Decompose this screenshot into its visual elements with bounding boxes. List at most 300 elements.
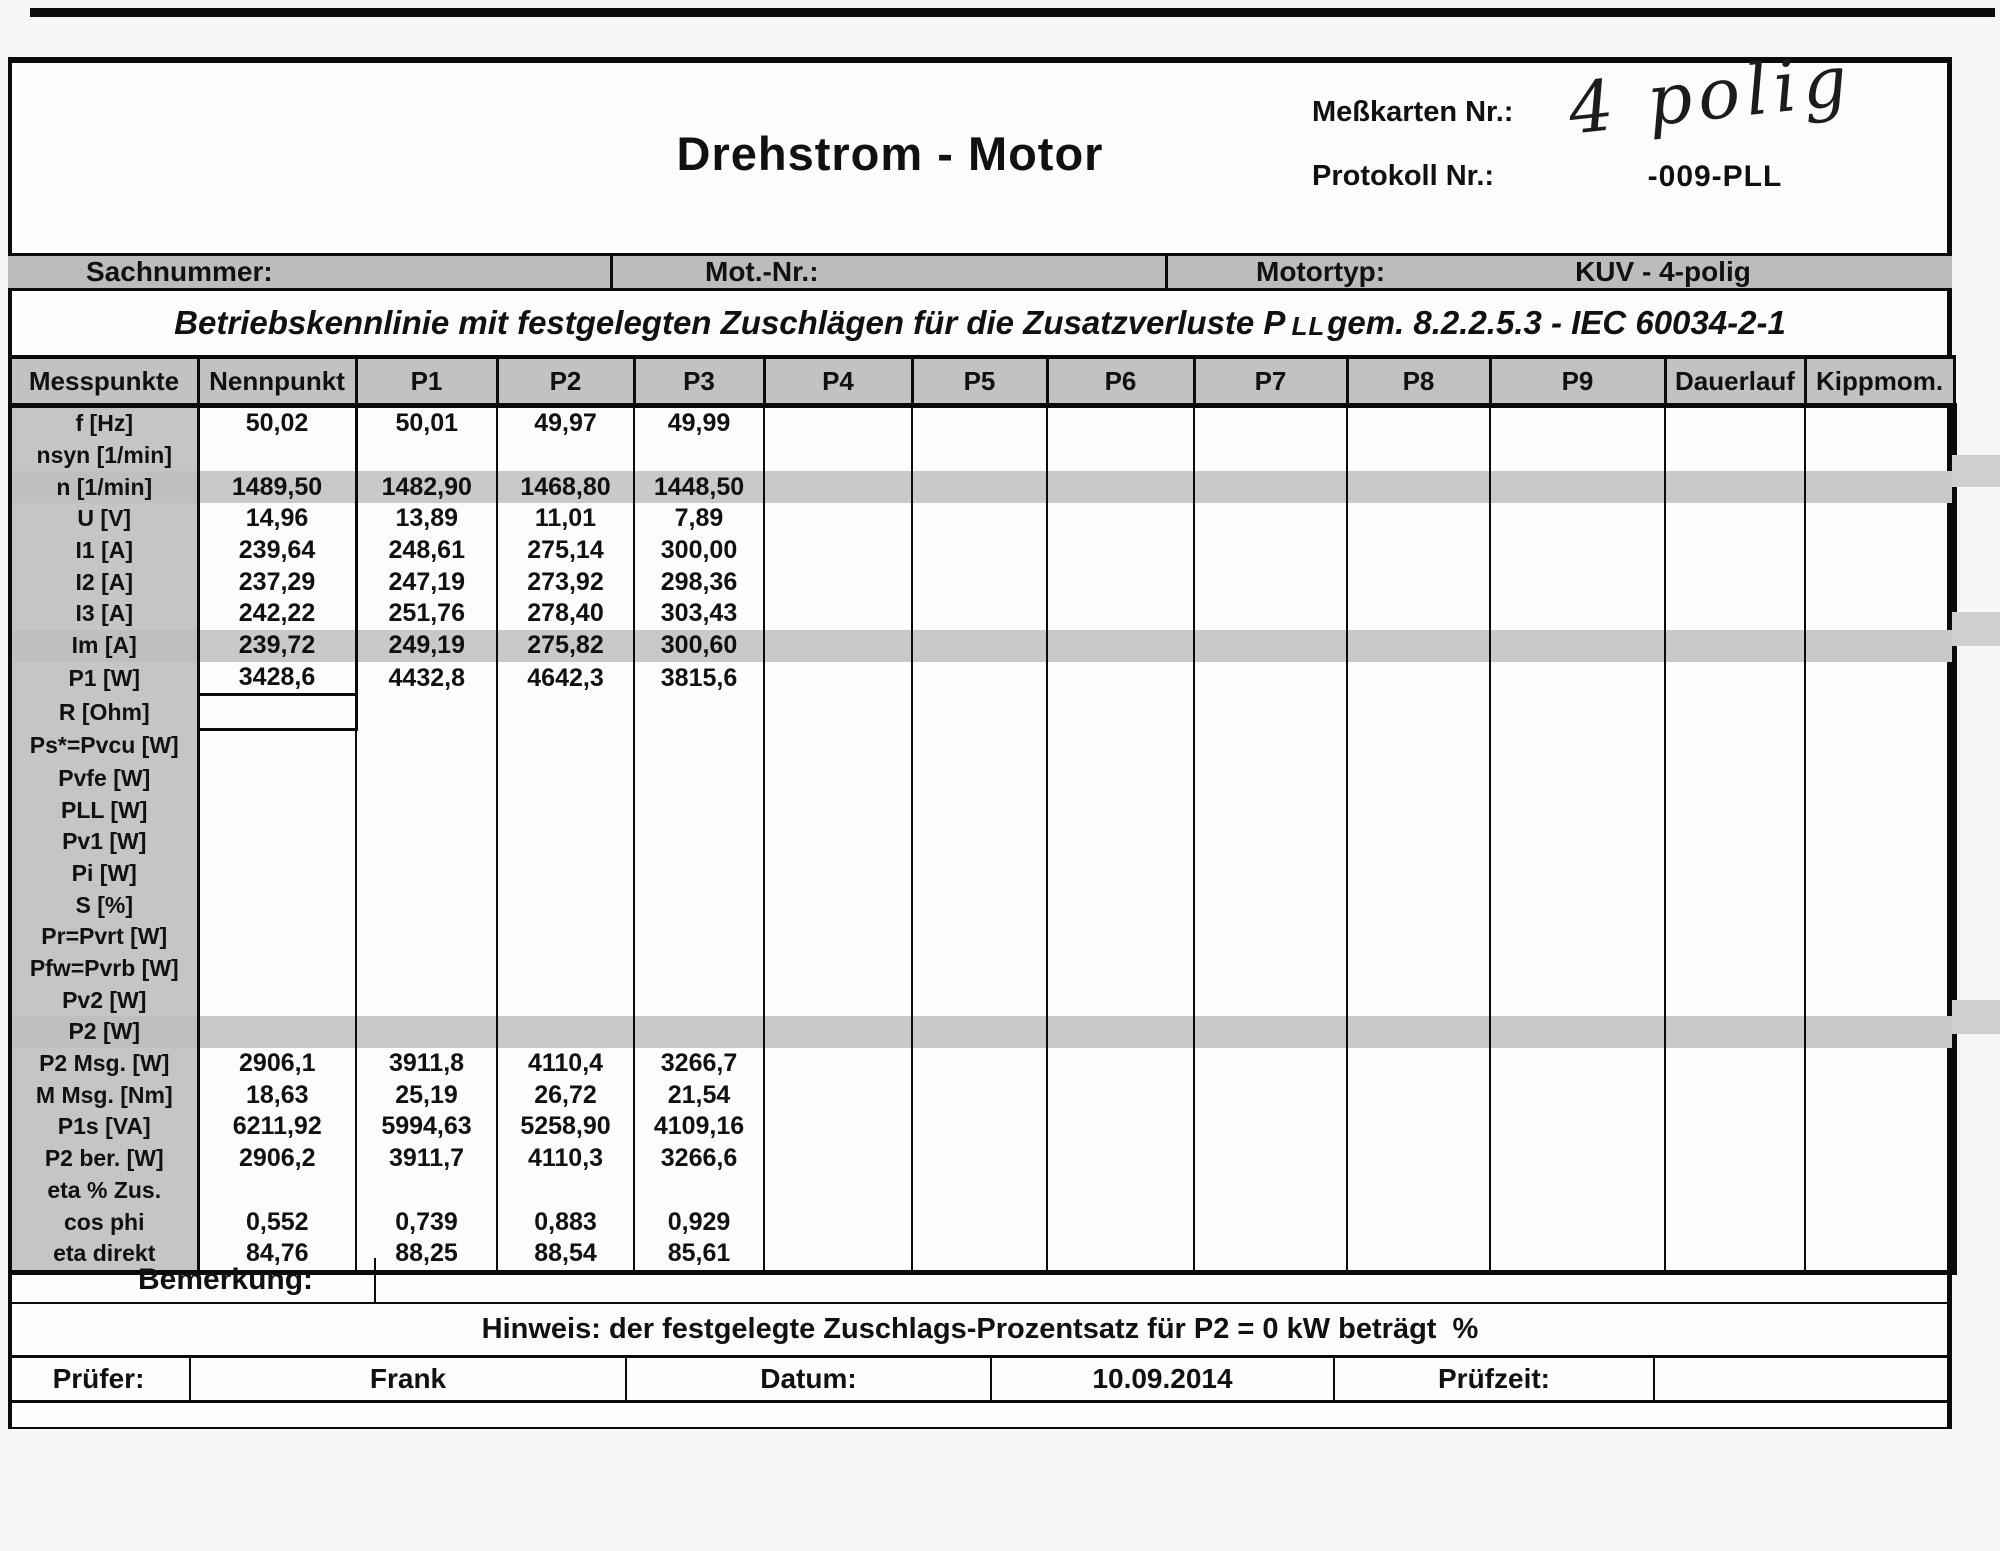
cell-value bbox=[1047, 984, 1194, 1016]
pruefzeit-value bbox=[1653, 1358, 1952, 1400]
column-header: Nennpunkt bbox=[198, 357, 356, 406]
table-row bbox=[10, 662, 1954, 695]
cell-value bbox=[1490, 889, 1665, 921]
cell-value bbox=[1047, 953, 1194, 985]
cell-value bbox=[634, 1175, 764, 1207]
cell-value: 298,36 bbox=[634, 566, 764, 598]
column-header: P3 bbox=[634, 357, 764, 406]
cell-value bbox=[1490, 1079, 1665, 1111]
cell-value bbox=[1490, 794, 1665, 826]
cell-value bbox=[1490, 503, 1665, 535]
cell-value bbox=[1194, 984, 1347, 1016]
cell-value bbox=[1194, 471, 1347, 503]
cell-value: 273,92 bbox=[497, 566, 634, 598]
cell-value bbox=[1665, 1048, 1805, 1080]
cell-value bbox=[1490, 1175, 1665, 1207]
table-row bbox=[10, 921, 1954, 953]
cell-value bbox=[1665, 794, 1805, 826]
row-label: R [Ohm] bbox=[10, 695, 198, 730]
cell-value bbox=[1194, 921, 1347, 953]
cell-value bbox=[1347, 662, 1490, 695]
row-label: nsyn [1/min] bbox=[10, 440, 198, 472]
cell-value: 242,22 bbox=[198, 598, 356, 630]
row-label: Ps*=Pvcu [W] bbox=[10, 729, 198, 762]
cell-value bbox=[1347, 858, 1490, 890]
cell-value bbox=[912, 953, 1047, 985]
cell-value bbox=[634, 953, 764, 985]
cell-value bbox=[1490, 984, 1665, 1016]
cell-value bbox=[1194, 953, 1347, 985]
cell-value bbox=[1490, 440, 1665, 472]
cell-value bbox=[1490, 1206, 1665, 1238]
cell-value bbox=[764, 471, 912, 503]
cell-value bbox=[1347, 1016, 1490, 1048]
table-row bbox=[10, 598, 1954, 630]
cell-value bbox=[1347, 921, 1490, 953]
cell-value: 249,19 bbox=[356, 630, 497, 662]
row-label: U [V] bbox=[10, 503, 198, 535]
cell-value bbox=[912, 566, 1047, 598]
cell-value bbox=[1047, 471, 1194, 503]
cell-value bbox=[1490, 630, 1665, 662]
cell-value bbox=[1490, 763, 1665, 795]
cell-value bbox=[764, 984, 912, 1016]
cell-value bbox=[497, 858, 634, 890]
cell-value bbox=[497, 953, 634, 985]
column-header: P9 bbox=[1490, 357, 1665, 406]
cell-value bbox=[1047, 889, 1194, 921]
cell-value bbox=[912, 406, 1047, 440]
motortyp-value: KUV - 4-polig bbox=[1575, 256, 1751, 287]
cell-value bbox=[1347, 889, 1490, 921]
cell-value: 303,43 bbox=[634, 598, 764, 630]
cell-value bbox=[1665, 1175, 1805, 1207]
cell-value bbox=[1047, 440, 1194, 472]
bemerkung-cell bbox=[8, 1258, 376, 1302]
column-header: P6 bbox=[1047, 357, 1194, 406]
table-row bbox=[10, 763, 1954, 795]
cell-value: 21,54 bbox=[634, 1079, 764, 1111]
cell-value bbox=[356, 1175, 497, 1207]
row-label: Im [A] bbox=[10, 630, 198, 662]
row-label: I2 [A] bbox=[10, 566, 198, 598]
cell-value bbox=[912, 1111, 1047, 1143]
cell-value bbox=[1490, 598, 1665, 630]
cell-value: 247,19 bbox=[356, 566, 497, 598]
cell-value bbox=[764, 953, 912, 985]
cell-value bbox=[1665, 826, 1805, 858]
cell-value bbox=[1665, 566, 1805, 598]
cell-value bbox=[1665, 471, 1805, 503]
cell-value bbox=[1347, 729, 1490, 762]
cell-value bbox=[198, 440, 356, 472]
cell-value bbox=[634, 889, 764, 921]
cell-value bbox=[1665, 729, 1805, 762]
subtitle-sub: LL bbox=[1291, 310, 1326, 341]
cell-value bbox=[1490, 1016, 1665, 1048]
cell-value bbox=[1347, 794, 1490, 826]
pruefer-value: Frank bbox=[189, 1358, 625, 1400]
row-label: PLL [W] bbox=[10, 794, 198, 826]
cell-value: 3911,7 bbox=[356, 1143, 497, 1175]
cell-value bbox=[1347, 471, 1490, 503]
messkarten-label: Meßkarten Nr.: bbox=[1312, 96, 1514, 128]
cell-value: 5994,63 bbox=[356, 1111, 497, 1143]
cell-value bbox=[1047, 1175, 1194, 1207]
cell-value bbox=[912, 503, 1047, 535]
cell-value: 2906,1 bbox=[198, 1048, 356, 1080]
cell-value bbox=[497, 984, 634, 1016]
cell-value bbox=[356, 953, 497, 985]
cell-value bbox=[1490, 662, 1665, 695]
cell-value bbox=[764, 729, 912, 762]
table-row bbox=[10, 1016, 1954, 1048]
row-label: I3 [A] bbox=[10, 598, 198, 630]
table-row bbox=[10, 953, 1954, 985]
cell-value bbox=[1665, 763, 1805, 795]
cell-value bbox=[1805, 889, 1954, 921]
cell-value bbox=[497, 763, 634, 795]
cell-value bbox=[912, 1206, 1047, 1238]
cell-value bbox=[1047, 535, 1194, 567]
cell-value bbox=[1665, 1079, 1805, 1111]
cell-value bbox=[1665, 953, 1805, 985]
cell-value: 0,739 bbox=[356, 1206, 497, 1238]
cell-value bbox=[634, 858, 764, 890]
cell-value bbox=[1047, 695, 1194, 730]
table-row bbox=[10, 826, 1954, 858]
cell-value bbox=[1194, 440, 1347, 472]
cell-value bbox=[1047, 406, 1194, 440]
cell-value bbox=[1047, 1079, 1194, 1111]
cell-value bbox=[1805, 826, 1954, 858]
cell-value bbox=[1194, 1111, 1347, 1143]
cell-value bbox=[1347, 1048, 1490, 1080]
table-row bbox=[10, 566, 1954, 598]
cell-value bbox=[634, 826, 764, 858]
cell-value bbox=[764, 598, 912, 630]
cell-value bbox=[497, 440, 634, 472]
cell-value bbox=[1047, 921, 1194, 953]
cell-value: 0,883 bbox=[497, 1206, 634, 1238]
cell-value bbox=[1490, 953, 1665, 985]
cell-value bbox=[1805, 535, 1954, 567]
cell-value: 13,89 bbox=[356, 503, 497, 535]
cell-value bbox=[1665, 921, 1805, 953]
cell-value: 25,19 bbox=[356, 1079, 497, 1111]
cell-value bbox=[1047, 729, 1194, 762]
cell-value bbox=[198, 1175, 356, 1207]
cell-value bbox=[1347, 503, 1490, 535]
row-label: Pv1 [W] bbox=[10, 826, 198, 858]
hinweis-row bbox=[8, 1304, 1952, 1358]
cell-value: 4110,3 bbox=[497, 1143, 634, 1175]
column-header: P5 bbox=[912, 357, 1047, 406]
cell-value bbox=[198, 794, 356, 826]
cell-value bbox=[1194, 1206, 1347, 1238]
cell-value: 3266,7 bbox=[634, 1048, 764, 1080]
cell-value bbox=[356, 826, 497, 858]
cell-value bbox=[634, 1016, 764, 1048]
cell-value bbox=[1805, 662, 1954, 695]
cell-value bbox=[198, 826, 356, 858]
cell-value: 7,89 bbox=[634, 503, 764, 535]
subtitle bbox=[8, 293, 1952, 353]
cell-value: 275,14 bbox=[497, 535, 634, 567]
column-header: P7 bbox=[1194, 357, 1347, 406]
table-row bbox=[10, 1079, 1954, 1111]
cell-value bbox=[764, 440, 912, 472]
cell-value bbox=[912, 1143, 1047, 1175]
cell-value bbox=[1347, 953, 1490, 985]
cell-value bbox=[1047, 826, 1194, 858]
cell-value bbox=[1194, 889, 1347, 921]
cell-value bbox=[634, 763, 764, 795]
cell-value bbox=[198, 984, 356, 1016]
cell-value: 49,97 bbox=[497, 406, 634, 440]
cell-value bbox=[912, 630, 1047, 662]
cell-value bbox=[1805, 1206, 1954, 1238]
cell-value: 239,72 bbox=[198, 630, 356, 662]
table-row bbox=[10, 406, 1954, 440]
cell-value bbox=[1194, 826, 1347, 858]
cell-value bbox=[1347, 763, 1490, 795]
row-label: Pvfe [W] bbox=[10, 763, 198, 795]
cell-value bbox=[198, 1016, 356, 1048]
row-label: M Msg. [Nm] bbox=[10, 1079, 198, 1111]
cell-value bbox=[1805, 763, 1954, 795]
cell-value bbox=[1347, 1111, 1490, 1143]
cell-value bbox=[1194, 503, 1347, 535]
cell-value bbox=[634, 695, 764, 730]
cell-value bbox=[912, 1079, 1047, 1111]
cell-value: 85,61 bbox=[634, 1238, 764, 1272]
cell-value bbox=[497, 889, 634, 921]
cell-value bbox=[198, 953, 356, 985]
cell-value bbox=[1194, 794, 1347, 826]
cell-value bbox=[1805, 630, 1954, 662]
cell-value bbox=[198, 729, 356, 762]
cell-value bbox=[1194, 630, 1347, 662]
cell-value bbox=[497, 794, 634, 826]
cell-value bbox=[1347, 598, 1490, 630]
cell-value bbox=[497, 729, 634, 762]
cell-value bbox=[1047, 598, 1194, 630]
cell-value bbox=[356, 889, 497, 921]
row-label: I1 [A] bbox=[10, 535, 198, 567]
cell-value bbox=[634, 984, 764, 1016]
protokoll-label: Protokoll Nr.: bbox=[1312, 160, 1495, 192]
cell-value bbox=[1665, 598, 1805, 630]
table-row bbox=[10, 1206, 1954, 1238]
cell-value bbox=[1665, 503, 1805, 535]
row-label: P1s [VA] bbox=[10, 1111, 198, 1143]
cell-value bbox=[1347, 695, 1490, 730]
cell-value: 1468,80 bbox=[497, 471, 634, 503]
cell-value bbox=[912, 535, 1047, 567]
cell-value bbox=[634, 729, 764, 762]
cell-value: 4642,3 bbox=[497, 662, 634, 695]
cell-value bbox=[1194, 598, 1347, 630]
cell-value bbox=[497, 1175, 634, 1207]
cell-value bbox=[1194, 1048, 1347, 1080]
cell-value bbox=[1490, 471, 1665, 503]
pruefer-label: Prüfer: bbox=[52, 1363, 145, 1394]
scan-band-overflow bbox=[1952, 1000, 2000, 1034]
cell-value bbox=[912, 662, 1047, 695]
scan-band-overflow bbox=[1952, 455, 2000, 487]
cell-value bbox=[198, 763, 356, 795]
cell-value bbox=[356, 695, 497, 730]
cell-value bbox=[764, 794, 912, 826]
cell-value bbox=[1805, 566, 1954, 598]
cell-value bbox=[1665, 858, 1805, 890]
cell-value bbox=[1665, 889, 1805, 921]
cell-value bbox=[198, 921, 356, 953]
cell-value: 1482,90 bbox=[356, 471, 497, 503]
cell-value bbox=[764, 1175, 912, 1207]
cell-value: 88,25 bbox=[356, 1238, 497, 1272]
cell-value bbox=[1194, 535, 1347, 567]
cell-value bbox=[1805, 1016, 1954, 1048]
cell-value bbox=[1805, 1079, 1954, 1111]
cell-value bbox=[634, 440, 764, 472]
row-label: f [Hz] bbox=[10, 406, 198, 440]
row-label: cos phi bbox=[10, 1206, 198, 1238]
pruefer-row bbox=[8, 1358, 1952, 1403]
cell-value bbox=[1805, 921, 1954, 953]
cell-value: 0,552 bbox=[198, 1206, 356, 1238]
table-row bbox=[10, 440, 1954, 472]
cell-value: 300,60 bbox=[634, 630, 764, 662]
cell-value bbox=[1047, 1143, 1194, 1175]
motnr-label: Mot.-Nr.: bbox=[705, 256, 819, 287]
cell-value bbox=[497, 826, 634, 858]
bemerkung-label: Bemerkung: bbox=[138, 1263, 314, 1296]
cell-value bbox=[1665, 535, 1805, 567]
cell-value bbox=[912, 1048, 1047, 1080]
row-label: P2 ber. [W] bbox=[10, 1143, 198, 1175]
cell-value bbox=[1047, 1111, 1194, 1143]
column-header: P1 bbox=[356, 357, 497, 406]
cell-value bbox=[1665, 1111, 1805, 1143]
cell-value bbox=[912, 794, 1047, 826]
cell-value bbox=[764, 662, 912, 695]
cell-value bbox=[1047, 1016, 1194, 1048]
column-header: Messpunkte bbox=[10, 357, 198, 406]
cell-value bbox=[912, 826, 1047, 858]
datum-value: 10.09.2014 bbox=[990, 1358, 1333, 1400]
cell-value bbox=[764, 763, 912, 795]
cell-value bbox=[1047, 794, 1194, 826]
cell-value bbox=[497, 1016, 634, 1048]
row-label: P2 [W] bbox=[10, 1016, 198, 1048]
top-rule bbox=[30, 8, 1995, 17]
table-row bbox=[10, 984, 1954, 1016]
subtitle-post: gem. 8.2.2.5.3 - IEC 60034-2-1 bbox=[1327, 304, 1786, 341]
cell-value bbox=[912, 695, 1047, 730]
table-row bbox=[10, 889, 1954, 921]
cell-value bbox=[912, 471, 1047, 503]
measurement-table bbox=[8, 355, 1957, 1275]
motortyp-label: Motortyp: bbox=[1256, 256, 1386, 287]
cell-value bbox=[1347, 1079, 1490, 1111]
cell-value bbox=[1194, 729, 1347, 762]
cell-value bbox=[1665, 1206, 1805, 1238]
cell-value bbox=[1490, 406, 1665, 440]
cell-value bbox=[1805, 598, 1954, 630]
cell-value bbox=[1490, 921, 1665, 953]
cell-value bbox=[1347, 984, 1490, 1016]
cell-value bbox=[764, 1143, 912, 1175]
cell-value bbox=[764, 858, 912, 890]
cell-value bbox=[1347, 826, 1490, 858]
table-row bbox=[10, 858, 1954, 890]
cell-value bbox=[764, 1016, 912, 1048]
cell-value: 248,61 bbox=[356, 535, 497, 567]
scan-band-overflow bbox=[1952, 612, 2000, 646]
row-label: eta direkt bbox=[10, 1238, 198, 1272]
column-header: P2 bbox=[497, 357, 634, 406]
column-header: Kippmom. bbox=[1805, 357, 1954, 406]
cell-value bbox=[1490, 1048, 1665, 1080]
motortyp-cell bbox=[1165, 256, 1952, 288]
cell-value bbox=[912, 1175, 1047, 1207]
cell-value: 1448,50 bbox=[634, 471, 764, 503]
cell-value: 4432,8 bbox=[356, 662, 497, 695]
cell-value bbox=[1665, 1143, 1805, 1175]
cell-value bbox=[1347, 630, 1490, 662]
sachnummer-label: Sachnummer: bbox=[86, 256, 273, 287]
table-row bbox=[10, 695, 1954, 730]
cell-value: 239,64 bbox=[198, 535, 356, 567]
cell-value bbox=[1194, 662, 1347, 695]
cell-value bbox=[764, 695, 912, 730]
protokoll-value: -009-PLL bbox=[1647, 160, 1783, 193]
cell-value bbox=[1194, 695, 1347, 730]
cell-value bbox=[1047, 858, 1194, 890]
cell-value: 84,76 bbox=[198, 1238, 356, 1272]
cell-value bbox=[497, 921, 634, 953]
column-header: P8 bbox=[1347, 357, 1490, 406]
cell-value bbox=[634, 921, 764, 953]
cell-value bbox=[1805, 406, 1954, 440]
cell-value: 6211,92 bbox=[198, 1111, 356, 1143]
table-row bbox=[10, 1143, 1954, 1175]
cell-value bbox=[497, 695, 634, 730]
table-row bbox=[10, 471, 1954, 503]
cell-value bbox=[198, 889, 356, 921]
datum-label: Datum: bbox=[625, 1358, 990, 1400]
cell-value bbox=[1347, 535, 1490, 567]
cell-value bbox=[1347, 1175, 1490, 1207]
cell-value bbox=[1347, 1206, 1490, 1238]
cell-value: 300,00 bbox=[634, 535, 764, 567]
cell-value bbox=[1665, 406, 1805, 440]
info-bar bbox=[8, 253, 1952, 291]
cell-value bbox=[1805, 1111, 1954, 1143]
table-row bbox=[10, 729, 1954, 762]
cell-value: 4109,16 bbox=[634, 1111, 764, 1143]
cell-value: 251,76 bbox=[356, 598, 497, 630]
cell-value bbox=[1805, 1143, 1954, 1175]
cell-value bbox=[356, 763, 497, 795]
cell-value: 26,72 bbox=[497, 1079, 634, 1111]
row-label: Pfw=Pvrb [W] bbox=[10, 953, 198, 985]
cell-value bbox=[356, 858, 497, 890]
cell-value bbox=[912, 440, 1047, 472]
cell-value bbox=[764, 503, 912, 535]
